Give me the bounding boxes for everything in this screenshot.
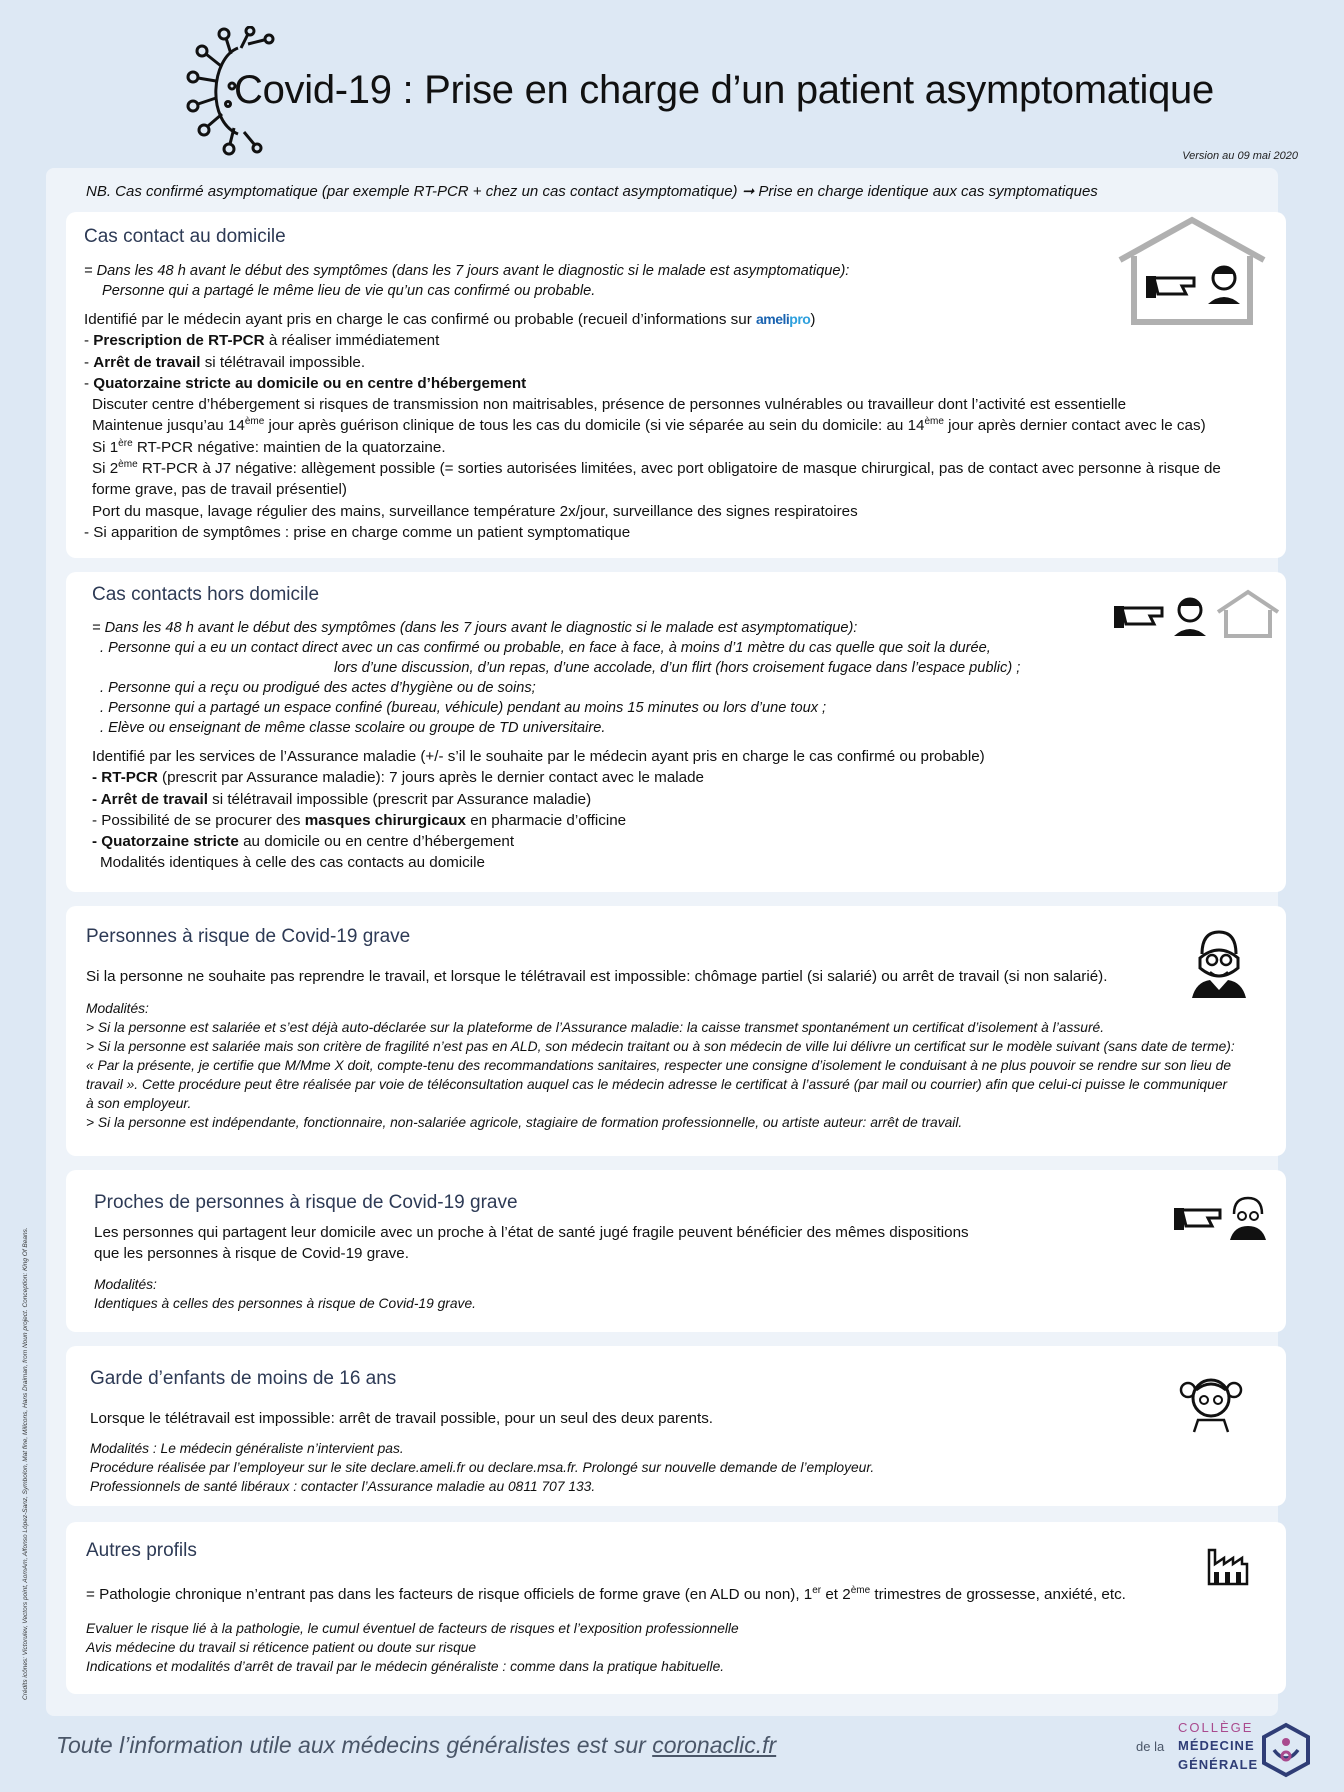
section-proches-personnes-a-risque bbox=[66, 1170, 1286, 1332]
list-detail: Si 2ème RT-PCR à J7 négative: allègement possible (= sorties autorisées limitées, avec port obligatoire de masque chirurgical, pas de contact avec personne à risque de bbox=[92, 459, 1221, 478]
definition-line: . Elève ou enseignant de même classe scolaire ou groupe de TD universitaire. bbox=[100, 720, 606, 736]
modalite-item: Avis médecine du travail si réticence patient ou doute sur risque bbox=[86, 1640, 477, 1656]
modalite-item: Evaluer le risque lié à la pathologie, le cumul éventuel de facteurs de risques et l’exposition professionnelle bbox=[86, 1621, 739, 1637]
section-title: Personnes à risque de Covid-19 grave bbox=[86, 926, 411, 947]
header bbox=[0, 0, 1344, 170]
list-detail: Maintenue jusqu’au 14ème jour après guérison clinique de tous les cas du domicile (si vie séparée au sein du domicile: au 14ème jour après dernier contact avec le cas) bbox=[92, 416, 1206, 435]
list-item: - RT-PCR (prescrit par Assurance maladie): 7 jours après le dernier contact avec le malade bbox=[92, 769, 704, 787]
page-title: Covid-19 : Prise en charge d’un patient asymptomatique bbox=[234, 68, 1214, 112]
list-item: - Arrêt de travail si télétravail impossible. bbox=[84, 353, 366, 371]
modalite-item: Modalités : Le médecin généraliste n’intervient pas. bbox=[90, 1441, 404, 1457]
modalite-item: > Si la personne est salariée et s’est déjà auto-déclarée sur la plateforme de l’Assurance maladie: la caisse transmet spontanément un certificat d’isolement à l’assuré. bbox=[86, 1020, 1105, 1036]
icon-credits: Crédits icônes: Victorulev, Vectors point, AomAm, Alfonso López-Sanz, Symbolon, Mat fine, Milicons, Hans Draiman, from Noun project. Conception: King Of Beans. bbox=[22, 1227, 29, 1700]
body-text: Lorsque le télétravail est impossible: arrêt de travail possible, pour un seul des deux parents. bbox=[90, 1410, 714, 1427]
modalites-label: Modalités: bbox=[94, 1276, 157, 1292]
modalite-item: Professionnels de santé libéraux : contacter l’Assurance maladie au 0811 707 133. bbox=[90, 1479, 596, 1495]
list-item: - Prescription de RT-PCR à réaliser immédiatement bbox=[84, 332, 440, 350]
amelipro-logo: amelipro bbox=[755, 311, 811, 327]
section-title: Garde d’enfants de moins de 16 ans bbox=[90, 1368, 397, 1389]
body-text: = Pathologie chronique n’entrant pas dans les facteurs de risque officiels de forme grave (en ALD ou non), 1er et 2ème trimestres de grossesse, anxiété, etc. bbox=[86, 1584, 1126, 1603]
footer-text: Toute l’information utile aux médecins généralistes est sur coronaclic.fr bbox=[56, 1732, 777, 1758]
modalite-item: > Si la personne est salariée mais son critère de fragilité n’est pas en ALD, son médecin traitant ou à son médecin de ville lui délivre un certificat sur le modèle suivant (sans date de terme): « Par la présente, je certifie que M/Mme X doit, compte-tenu des recommandations sanitaires, respecter une consigne d’isolement le conduisant à ne plus pouvoir se rendre sur son lieu de travail ». Cette procédure peut être réalisée par voie de téléconsultation auquel cas le médecin adresse le certificat à l’assuré (par mail ou courrier) afin que celui-ci puisse le communiquer à son employeur. bbox=[86, 1039, 1235, 1112]
definition-line: lors d’une discussion, d’un repas, d’une accolade, d’un flirt (hors croisement fugace dans l’espace public) ; bbox=[334, 660, 1021, 676]
definition-line: = Dans les 48 h avant le début des symptômes (dans les 7 jours avant le diagnostic si le malade est asymptomatique): bbox=[92, 620, 858, 636]
list-detail: Modalités identiques à celle des cas contacts au domicile bbox=[100, 854, 485, 872]
contact-outside-icon bbox=[1112, 586, 1282, 642]
intro-text: Si la personne ne souhaite pas reprendre le travail, et lorsque le télétravail est impossible: chômage partiel (si salarié) ou arrêt de travail (si non salarié). bbox=[86, 968, 1108, 985]
section-title: Autres profils bbox=[86, 1540, 197, 1561]
college-medecine-generale-logo: COLLÈGE de la MÉDECINE GÉNÉRALE bbox=[1132, 1718, 1322, 1780]
factory-icon bbox=[1206, 1546, 1250, 1586]
section-cas-contact-domicile bbox=[66, 212, 1286, 558]
definition-line: . Personne qui a reçu ou prodigué des actes d’hygiène ou de soins; bbox=[100, 680, 536, 696]
definition-line: = Dans les 48 h avant le début des symptômes (dans les 7 jours avant le diagnostic si le malade est asymptomatique): bbox=[84, 263, 850, 279]
definition-line: Personne qui a partagé le même lieu de vie qu’un cas confirmé ou probable. bbox=[102, 283, 596, 299]
modalite-item: Procédure réalisée par l’employeur sur le site declare.ameli.fr ou declare.msa.fr. Prolongé sur nouvelle demande de l’employeur. bbox=[90, 1460, 875, 1476]
definition-line: . Personne qui a eu un contact direct avec un cas confirmé ou probable, en face à face, à moins d’1 mètre du cas quelle que soit la durée, bbox=[100, 640, 991, 656]
section-garde-enfants bbox=[66, 1346, 1286, 1506]
list-detail: Port du masque, lavage régulier des mains, surveillance température 2x/jour, surveillance des signes respiratoires bbox=[92, 502, 858, 520]
body-text: que les personnes à risque de Covid-19 grave. bbox=[94, 1245, 409, 1263]
body-text: Les personnes qui partagent leur domicile avec un proche à l’état de santé jugé fragile peuvent bénéficier des mêmes dispositions bbox=[94, 1224, 969, 1241]
modalite-item: Identiques à celles des personnes à risque de Covid-19 grave. bbox=[94, 1295, 476, 1311]
child-icon bbox=[1178, 1372, 1244, 1434]
identification-line: Identifié par le médecin ayant pris en charge le cas confirmé ou probable (recueil d’informations sur amelipro) bbox=[84, 311, 816, 328]
contact-elderly-icon bbox=[1172, 1194, 1268, 1240]
elderly-person-icon bbox=[1188, 928, 1250, 1000]
section-title: Cas contact au domicile bbox=[84, 226, 286, 247]
list-detail: Discuter centre d’hébergement si risques de transmission non maitrisables, présence de personnes vulnérables ou travailleur dont l’activité est essentielle bbox=[92, 396, 1127, 414]
nb-note: NB. Cas confirmé asymptomatique (par exemple RT-PCR + chez un cas contact asymptomatique) ➞ Prise en charge identique aux cas symptomatiques bbox=[86, 183, 1098, 200]
cmg-hexagon-icon bbox=[1260, 1722, 1312, 1778]
section-autres-profils bbox=[66, 1522, 1286, 1694]
definition-line: . Personne qui a partagé un espace confiné (bureau, véhicule) pendant au moins 15 minutes ou lors d’une toux ; bbox=[100, 700, 827, 716]
modalite-item: Indications et modalités d’arrêt de travail par le médecin généraliste : comme dans la pratique habituelle. bbox=[86, 1659, 725, 1675]
modalite-item: > Si la personne est indépendante, fonctionnaire, non-salariée agricole, stagiaire de formation professionnelle, ou artiste auteur: arrêt de travail. bbox=[86, 1115, 963, 1131]
list-detail: forme grave, pas de travail présentiel) bbox=[92, 481, 347, 499]
section-title: Proches de personnes à risque de Covid-19 grave bbox=[94, 1192, 518, 1213]
section-title: Cas contacts hors domicile bbox=[92, 584, 320, 605]
list-item: - Quatorzaine stricte au domicile ou en centre d’hébergement bbox=[84, 374, 527, 392]
version-date: Version au 09 mai 2020 bbox=[1182, 150, 1298, 162]
section-personnes-a-risque bbox=[66, 906, 1286, 1156]
house-contact-icon bbox=[1112, 216, 1272, 326]
list-item: - Arrêt de travail si télétravail impossible (prescrit par Assurance maladie) bbox=[92, 790, 592, 808]
identification-line: Identifié par les services de l’Assurance maladie (+/- s’il le souhaite par le médecin ayant pris en charge le cas confirmé ou probable) bbox=[92, 748, 985, 765]
section-cas-contacts-hors-domicile bbox=[66, 572, 1286, 892]
coronaclic-link[interactable]: coronaclic.fr bbox=[652, 1732, 777, 1758]
list-item: - Quatorzaine stricte au domicile ou en centre d’hébergement bbox=[92, 833, 515, 851]
modalites-label: Modalités: bbox=[86, 1001, 149, 1017]
list-item: - Si apparition de symptômes : prise en charge comme un patient symptomatique bbox=[84, 523, 631, 541]
list-item: - Possibilité de se procurer des masques chirurgicaux en pharmacie d’officine bbox=[92, 811, 627, 829]
list-detail: Si 1ère RT-PCR négative: maintien de la quatorzaine. bbox=[92, 437, 446, 456]
